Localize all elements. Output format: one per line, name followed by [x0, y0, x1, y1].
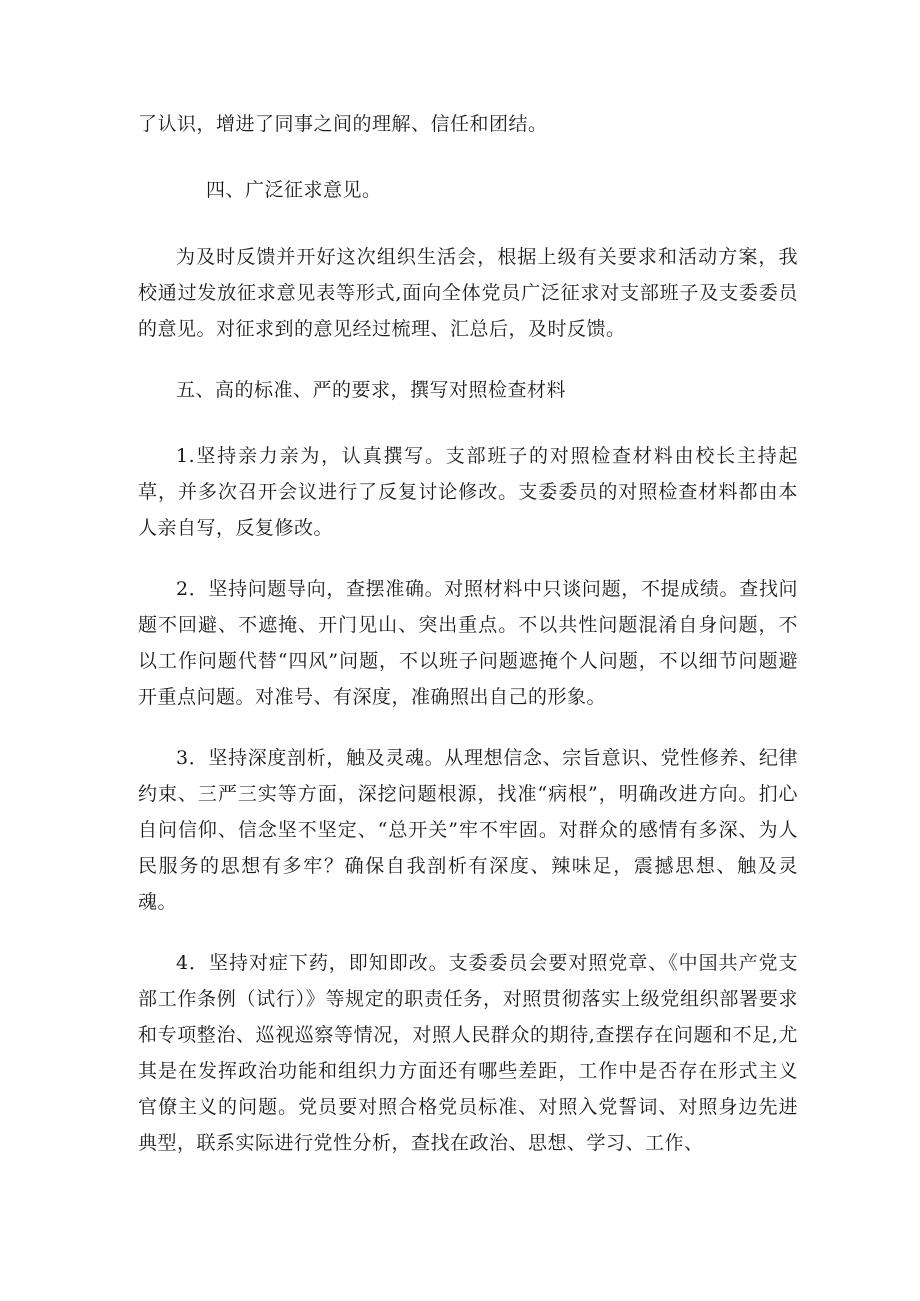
paragraph-item-3: 3．坚持深度剖析，触及灵魂。从理想信念、宗旨意识、党性修养、纪律约束、三严三实等方面，深挖问题根源，找准“病根”，明确改进方向。扪心自问信仰、信念坚不坚定、“总开关”牢不牢固。对群众的感情有多深、为人民服务的思想有多牢？确保自我剖析有深度、辣味足，震撼思想、触及灵魂。 — [138, 747, 798, 913]
paragraph-item-4: 4．坚持对症下药，即知即改。支委委员会要对照党章、《中国共产党支部工作条例（试行）》等规定的职责任务，对照贯彻落实上级党组织部署要求和专项整治、巡视巡察等情况，对照人民群众的期待,查摆存在问题和不足,尤其是在发挥政治功能和组织力方面还有哪些差距，工作中是否存在形式主义官僚主义的问题。党员要对照合格党员标准、对照入党誓词、对照身边先进典型，联系实际进行党性分析，查找在政治、思想、学习、工作、 — [138, 952, 798, 1154]
paragraph-item-1: 1.坚持亲力亲为，认真撰写。支部班子的对照检查材料由校长主持起草，并多次召开会议进行了反复讨论修改。支委委员的对照检查材料都由本人亲自写，反复修改。 — [138, 445, 798, 539]
section-heading-4: 四、广泛征求意见。 — [206, 179, 382, 201]
paragraph-feedback: 为及时反馈并开好这次组织生活会，根据上级有关要求和活动方案，我校通过发放征求意见表等形式,面向全体党员广泛征求对支部班子及支委委员的意见。对征求到的意见经过梳理、汇总后，及时反馈。 — [138, 246, 798, 340]
paragraph-item-2: 2．坚持问题导向，查摆准确。对照材料中只谈问题，不提成绩。查找问题不回避、不遮掩、开门见山、突出重点。不以共性问题混淆自身问题，不以工作问题代替“四风”问题，不以班子问题遮掩个人问题，不以细节问题避开重点问题。对准号、有深度，准确照出自己的形象。 — [138, 578, 798, 708]
section-heading-5: 五、高的标准、严的要求，撰写对照检查材料 — [176, 379, 567, 401]
paragraph-continuation: 了认识，增进了同事之间的理解、信任和团结。 — [138, 113, 548, 135]
